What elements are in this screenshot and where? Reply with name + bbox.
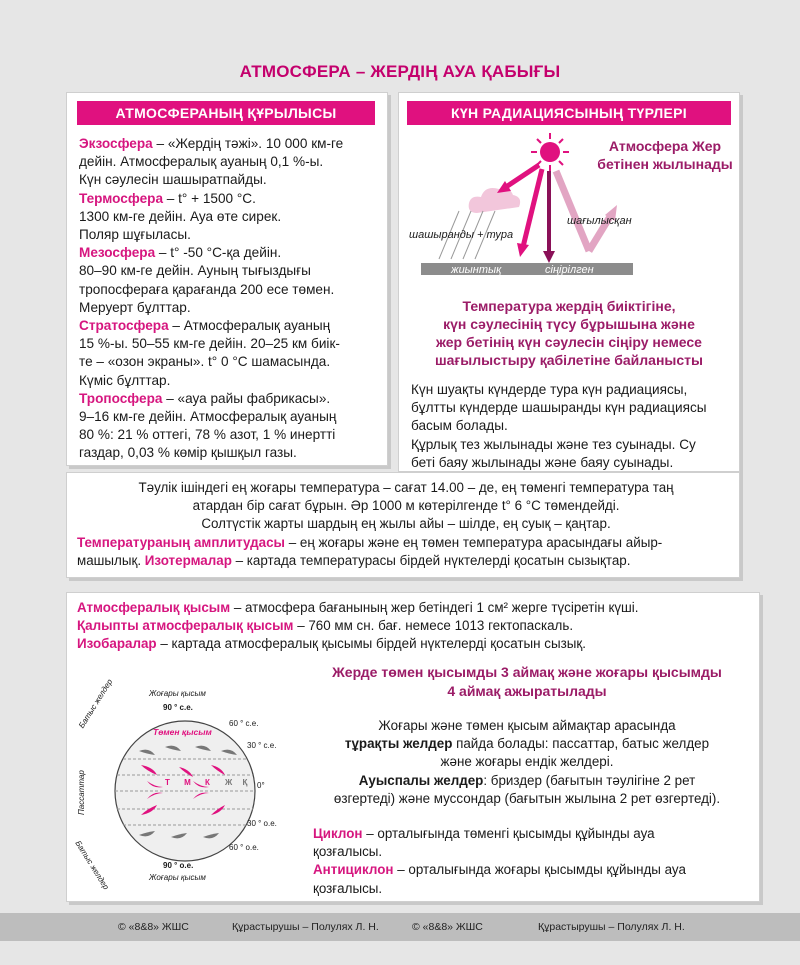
temperature-panel: Тәулік ішіндегі ең жоғары температура – сағат 14.00 – де, ең төменгі температура таң атардан бір сағат бұрын. Әр 1000 м көтерілгенде t° 6 °C төмендейді. Солтүстік жарты шардың ең жылы айы – шілде, ең суық – қаңтар. Температураның амплитудасы – ең жоғары және ең төмен температура арасындағы айыр- машылық. Изотермалар – картада температурасы бірдей нүктелерді қосатын сызықтар. [66, 472, 740, 578]
globe-n30: 30 ° с.е. [247, 741, 277, 750]
footer [0, 913, 800, 941]
globe-high-letters: Ж Қ [225, 778, 252, 787]
globe-n60: 60 ° с.е. [229, 719, 259, 728]
globe-eq: 0° [257, 781, 265, 790]
layer-mesosphere: Мезосфера – t° -50 °C-қа дейін. [79, 245, 282, 261]
layer-exosphere: Экзосфера – «Жердің тәжі». 10 000 км-ге [79, 136, 344, 151]
globe-low-label: Төмен қысым [153, 727, 212, 737]
layer-troposphere: Тропосфера – «ауа райы фабрикасы». [79, 390, 331, 406]
pressure-def: Атмосфералық қысым – атмосфера бағанының жер бетіндегі 1 см² жерге түсіретін күші. [77, 600, 639, 615]
normal-pressure-def: Қалыпты атмосфералық қысым – 760 мм сн. бағ. немесе 1013 гектопаскаль. [77, 618, 574, 634]
globe-n90: 90 ° с.е. [163, 703, 193, 712]
label-reflected: шағылысқан [567, 215, 632, 227]
globe-trade: Пассаттар [77, 770, 86, 815]
layers-text: Экзосфера – «Жердің тәжі». 10 000 км-ге дейін. Атмосфералық ауаның 0,1 %-ы. Күн сәулесін шашыратпайды. Термосфера – t° + 1500 °C. 1300 км-ге дейін. Ауа өте сирек. Поляр шұғыласы. Мезосфера – t° -50 °C-қа дейін. 80–90 км-ге дейін. Ауның тығыздығы тропосфераға қарағанда 200 есе төмен. Меруерт бұлттар. Стратосфера – Атмосфералық ауаның 15 %-ы. 50–55 км-ге дейін. 20–25 км биік- те – «озон экраны». t° 0 °C шамасында. Күміс бұлттар. Тропосфера – «ауа райы фабрикасы». 9–16 км-ге дейін. Атмосфералық ауаның 80 %: 21 % оттегі, 78 % азот, 1 % инертті газдар, 0,03 % көмір қышқыл газы. [79, 135, 384, 463]
isotherm-def: машылық. Изотермалар – картада температурасы бірдей нүктелерді қосатын сызықтар. [77, 552, 631, 568]
radiation-heading: КҮН РАДИАЦИЯСЫНЫҢ ТҮРЛЕРІ [407, 101, 731, 125]
structure-heading: АТМОСФЕРАНЫҢ ҚҰРЫЛЫСЫ [77, 101, 375, 125]
radiation-arrows [497, 165, 617, 263]
label-total: жиынтық [451, 264, 502, 276]
isobar-def: Изобаралар – картада атмосфералық қысымы бірдей нүктелерді қосатын сызық. [77, 636, 586, 652]
footer-copyright-1: © «8&8» ЖШС [118, 921, 189, 933]
dependency-text: Температура жердің биіктігіне, күн сәулесінің түсу бұрышына және жер бетінің күн сәулесін сіңіру немесе шағылыстыру қабілетіне байланысты [435, 298, 703, 368]
radiation-panel [398, 92, 740, 472]
footer-author-2: Құрастырушы – Полулях Л. Н. [538, 921, 685, 933]
page-title: АТМОСФЕРА – ЖЕРДІҢ АУА ҚАБЫҒЫ [239, 62, 561, 81]
footer-author-1: Құрастырушы – Полулях Л. Н. [232, 921, 379, 933]
globe-bottom-label: Жоғары қысым [149, 873, 206, 882]
globe-low-letters: Т М К [165, 778, 216, 787]
label-scattered: шашыранды + тура [409, 229, 514, 241]
cloud-icon [469, 188, 520, 213]
globe-s90: 90 ° о.е. [163, 861, 194, 870]
globe-s30: 30 ° о.е. [247, 819, 277, 828]
structure-panel [66, 92, 388, 466]
pressure-globe [73, 677, 295, 892]
globe-s60: 60 ° о.е. [229, 843, 259, 852]
amplitude-def: Температураның амплитудасы – ең жоғары және ең төмен температура арасындағы айыр- [77, 534, 663, 550]
footer-copyright-2: © «8&8» ЖШС [412, 921, 483, 933]
pressure-panel [66, 592, 760, 902]
globe-west-n: Батыс желдер [77, 677, 115, 730]
zones-heading: Жерде төмен қысымды 3 аймақ және жоғары қысымды 4 аймақ ажыратылады [332, 664, 722, 699]
cyclone-text: Циклон – орталығында төменгі қысымды құйынды ауа қозғалысы. Антициклон – орталығында жоғары қысымды құйынды ауа қозғалысы. [313, 826, 686, 896]
layer-thermosphere: Термосфера – t° + 1500 °C. [79, 190, 256, 206]
label-absorbed: сіңірілген [545, 264, 594, 276]
radiation-paragraphs: Күн шуақты күндерде тура күн радиациясы, бұлтты күндерде шашыранды күн радиациясы басым болады. Құрлық тез жылынады және тез суынады. Су беті баяу жылынады және баяу суынады. [411, 382, 707, 470]
diagram-title: Атмосфера Жер бетінен жылынады [597, 138, 733, 172]
globe-west-s: Батыс желдер [73, 839, 111, 892]
winds-text: Жоғары және төмен қысым аймақтар арасында тұрақты желдер пайда болады: пассаттар, батыс желдер және жоғары ендік желдері. Ауыспалы желдер: бриздер (бағытын тәулігіне 2 рет өзгертеді) және муссондар (бағытын жылына 2 рет өзгертеді). [333, 718, 721, 806]
globe-top-label: Жоғары қысым [149, 689, 206, 698]
layer-stratosphere: Стратосфера – Атмосфералық ауаның [79, 318, 331, 334]
